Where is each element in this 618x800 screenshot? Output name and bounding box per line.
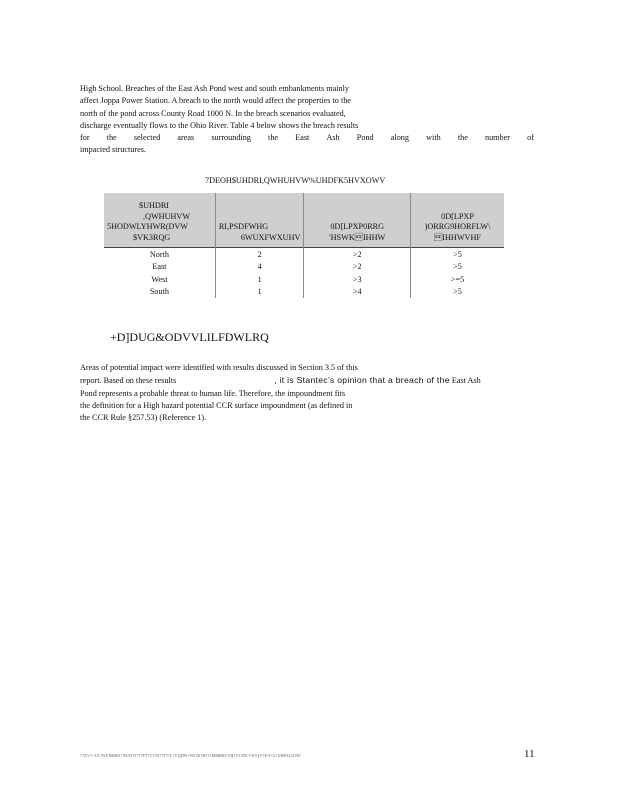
text-line: north of the pond across County Road 1000 N. In the breach scenarios evaluated, — [80, 108, 346, 118]
table-title: 7DEOH$UHDRI,QWHUHVW%UHDFK5HVXOWV — [205, 176, 386, 185]
justified-word: Pond — [356, 133, 374, 143]
justified-word: along — [390, 133, 409, 143]
justified-word: the — [268, 133, 279, 143]
table-row — [104, 273, 504, 286]
cell-area: West — [151, 274, 168, 284]
text-segment: report. Based on these results — [80, 376, 177, 386]
cell-velocity: >5 — [411, 286, 504, 299]
table-row — [104, 248, 504, 261]
text-line: the CCR Rule §257.53) (Reference 1). — [80, 413, 207, 423]
header-line: 5HODWLYHWR(DVW — [107, 222, 189, 231]
intro-paragraph — [80, 83, 534, 157]
text-line — [80, 374, 481, 387]
table-row — [104, 286, 504, 299]
text-line: discharge eventually flows to the Ohio River. Table 4 below shows the breach results — [80, 120, 359, 130]
header-line: 0D[LPXP — [441, 211, 474, 221]
section-heading: +D]DUG&ODVVLILFDWLRQ — [110, 330, 269, 344]
justified-word: areas — [177, 133, 195, 143]
page-number: 11 — [524, 748, 535, 760]
table-row — [104, 261, 504, 274]
header-max-flood-depth — [304, 193, 411, 248]
cell-structures: 1 — [215, 273, 304, 286]
justified-word: the — [106, 133, 117, 143]
text-line: impacted structures. — [80, 145, 146, 155]
cell-depth: >4 — [304, 286, 411, 299]
justified-word: East — [295, 133, 310, 143]
cell-depth: >3 — [304, 273, 411, 286]
header-area-of-interest — [104, 193, 215, 248]
justified-word: for — [80, 133, 90, 143]
justified-word: with — [426, 133, 441, 143]
justified-word: selected — [133, 133, 161, 143]
text-line: affect Joppa Power Station. A breach to the north would affect the properties to the — [80, 96, 351, 106]
cell-area: East — [152, 262, 167, 271]
inserted-sans-text: , it is Stantec’s opinion that a breach of the — [274, 375, 450, 386]
header-line: 0D[LPXP0RRG — [330, 222, 385, 231]
table-header-row — [104, 193, 504, 248]
text-line: Pond represents a probable threat to human life. Therefore, the impoundment fits — [80, 388, 346, 398]
hazard-paragraph — [80, 362, 481, 424]
justified-word: number — [484, 133, 510, 143]
cell-depth: >2 — [304, 261, 411, 274]
cell-velocity: >5 — [411, 248, 504, 261]
text-line: the definition for a High hazard potential CCR surface impoundment (as defined in — [80, 400, 353, 410]
breach-results-table — [104, 193, 504, 298]
header-line: IHHWVHF — [434, 232, 481, 242]
footer-document-code: ??XV?×LE?WFJ6RRS??B?D?3?7?PT?C??D??T??L?VQDW?NS?D?H?3?MMRRVTH?VJ?DE??S?QV?E?(?G?UHPSLN?B? — [80, 753, 302, 758]
cell-area: North — [149, 249, 169, 259]
header-line: )ORRG9HORFLW\ — [424, 222, 491, 231]
justified-word: of — [527, 133, 534, 143]
header-line: RI,PSDFWHG — [218, 222, 269, 231]
cell-velocity: >5 — [411, 261, 504, 274]
header-line: 6WUXFWXUHV — [240, 232, 301, 242]
text-line: Areas of potential impact were identified with results discussed in Section 3.5 of this — [80, 363, 358, 372]
text-line: High School. Breaches of the East Ash Pond west and south embankments mainly — [80, 84, 350, 93]
text-segment: East Ash — [449, 376, 481, 386]
justified-text-line — [80, 132, 534, 144]
cell-structures: 2 — [215, 248, 304, 261]
justified-word: Ash — [326, 133, 340, 143]
header-line: $VK3RQG — [133, 232, 171, 242]
cell-velocity: >=5 — [411, 273, 504, 286]
header-line: 'HSWKIHHW — [329, 232, 386, 242]
cell-area: South — [149, 287, 169, 296]
cell-depth: >2 — [304, 248, 411, 261]
justified-word: surrounding — [211, 133, 251, 143]
justified-word: the — [457, 133, 468, 143]
header-max-flood-velocity — [411, 193, 504, 248]
header-impacted-structures — [215, 193, 304, 248]
header-line: $UHDRI — [139, 201, 170, 210]
header-line: ,QWHUHVW — [143, 211, 191, 221]
cell-structures: 4 — [215, 261, 304, 274]
cell-structures: 1 — [215, 286, 304, 299]
